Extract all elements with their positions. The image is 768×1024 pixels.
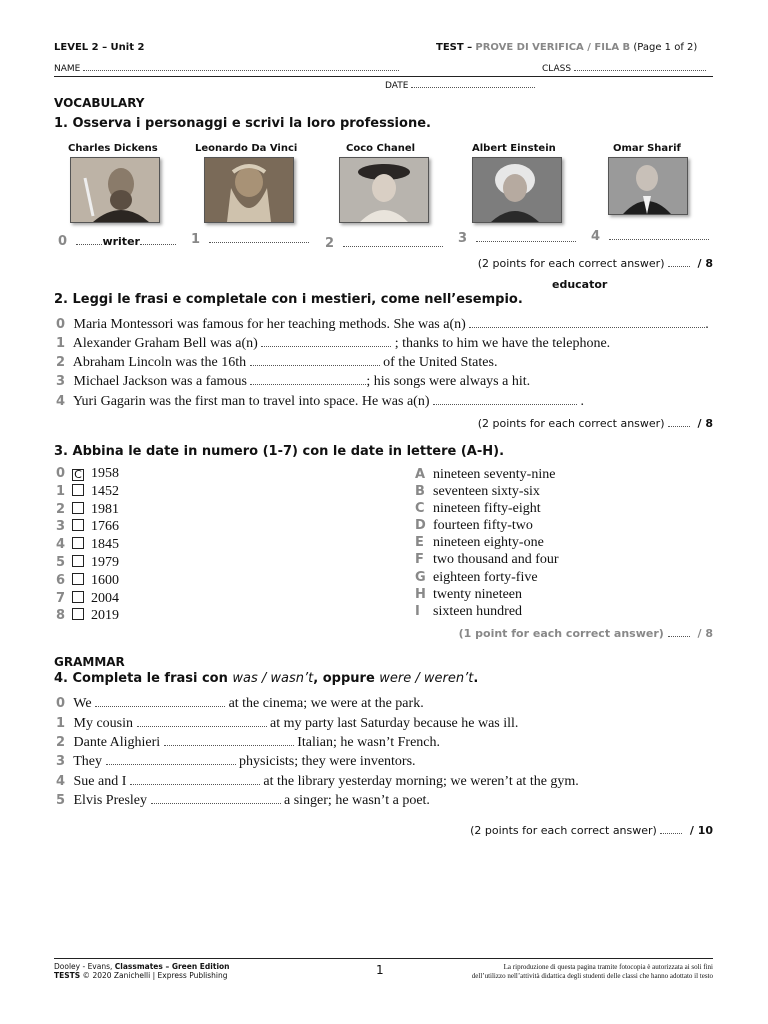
ex2-text-3: Michael Jackson was a famous bbox=[73, 374, 247, 389]
ex4-title-b: was / wasn’t bbox=[232, 671, 314, 686]
ex3-letter: E bbox=[415, 535, 424, 551]
ex3-letter-row bbox=[415, 501, 559, 518]
ex4-title-c: , oppure bbox=[313, 671, 380, 686]
photo-sharif bbox=[608, 157, 688, 215]
ex3-letter-row bbox=[415, 587, 559, 604]
ex4-item-2 bbox=[56, 735, 440, 751]
ex3-number-row bbox=[56, 555, 119, 573]
ex3-letter-row bbox=[415, 467, 559, 484]
ex4-blank-0[interactable] bbox=[95, 696, 225, 707]
name-field[interactable] bbox=[54, 60, 399, 74]
ex2-after-3: ; his songs were always a hit. bbox=[366, 374, 531, 389]
ex4-title bbox=[54, 671, 478, 686]
ex3-year: 1979 bbox=[91, 554, 119, 570]
ex3-score: / 8 bbox=[697, 627, 713, 640]
ex3-letter-row bbox=[415, 518, 559, 535]
ex3-year: 1981 bbox=[91, 501, 119, 517]
ex3-checkbox[interactable] bbox=[72, 502, 84, 514]
ex3-year: 1845 bbox=[91, 537, 119, 553]
ex4-blank-3[interactable] bbox=[106, 754, 236, 765]
ex3-num: 3 bbox=[56, 519, 66, 535]
ex4-text-0: We bbox=[73, 696, 92, 711]
ex2-item-4 bbox=[56, 394, 584, 410]
person-name-dickens: Charles Dickens bbox=[68, 143, 158, 154]
class-label: CLASS bbox=[542, 64, 572, 74]
ex2-text-1: Alexander Graham Bell was a(n) bbox=[72, 336, 258, 351]
person-name-chanel: Coco Chanel bbox=[346, 143, 416, 154]
ex3-checkbox[interactable] bbox=[72, 608, 84, 620]
vocabulary-heading: VOCABULARY bbox=[54, 96, 145, 110]
ex2-blank-3[interactable] bbox=[250, 374, 366, 385]
date-field[interactable] bbox=[385, 77, 535, 91]
ex2-blank-2[interactable] bbox=[250, 355, 380, 366]
ex2-text-4: Yuri Gagarin was the first man to travel into space. He was a(n) bbox=[72, 394, 430, 409]
ex2-after-1: ; thanks to him we have the telephone. bbox=[394, 336, 611, 351]
test-subtitle: PROVE DI VERIFICA / FILA B bbox=[475, 42, 631, 53]
portrait-sharif-image bbox=[609, 158, 687, 214]
portrait-dickens-image bbox=[71, 158, 159, 222]
ex1-points-text: (2 points for each correct answer) bbox=[477, 257, 665, 270]
photo-chanel bbox=[339, 157, 429, 223]
ex3-letter-row bbox=[415, 552, 559, 569]
ex2-after-4: . bbox=[580, 394, 584, 409]
ex3-points-text: (1 point for each correct answer) bbox=[458, 627, 664, 640]
ex1-answer-3[interactable] bbox=[458, 229, 576, 247]
ex2-score: / 8 bbox=[697, 417, 713, 430]
ex3-letter-row bbox=[415, 570, 559, 587]
ex4-item-3 bbox=[56, 754, 416, 770]
ex2-num-2: 2 bbox=[56, 355, 66, 370]
ex2-num-0: 0 bbox=[56, 317, 66, 332]
footer-note-line1: La riproduzione di questa pagina tramite fotocopia è autorizzata ai soli fini bbox=[503, 963, 713, 971]
ex3-year: 1452 bbox=[91, 483, 119, 499]
ex1-num-4: 4 bbox=[591, 229, 601, 244]
person-name-davinci: Leonardo Da Vinci bbox=[195, 143, 298, 154]
ex4-after-1: at my party last Saturday because he was ill. bbox=[270, 716, 519, 731]
ex4-blank-1[interactable] bbox=[137, 716, 267, 727]
portrait-davinci-image bbox=[205, 158, 293, 222]
ex4-points bbox=[470, 823, 713, 837]
ex3-letter-text: nineteen seventy-nine bbox=[433, 467, 556, 482]
ex3-letter-text: eighteen forty-five bbox=[433, 569, 538, 585]
ex2-item-1 bbox=[56, 336, 610, 352]
ex3-letter-text: nineteen fifty-eight bbox=[433, 501, 541, 517]
ex4-after-4: at the library yesterday morning; we weren’t at the gym. bbox=[263, 774, 579, 789]
ex3-letter: B bbox=[415, 484, 425, 500]
ex2-num-4: 4 bbox=[56, 394, 66, 409]
person-name-sharif: Omar Sharif bbox=[613, 143, 681, 154]
portrait-chanel-image bbox=[340, 158, 428, 222]
date-label: DATE bbox=[385, 81, 409, 91]
ex3-number-row bbox=[56, 484, 119, 502]
footer-note bbox=[472, 963, 713, 981]
ex4-blank-5[interactable] bbox=[151, 793, 281, 804]
ex3-letter-row bbox=[415, 535, 559, 552]
ex3-checkbox[interactable] bbox=[72, 484, 84, 496]
ex2-blank-0[interactable] bbox=[469, 317, 705, 328]
ex4-title-a: 4. Completa le frasi con bbox=[54, 671, 233, 686]
portrait-einstein-image bbox=[473, 158, 561, 222]
footer-credits bbox=[54, 962, 230, 980]
footer-rule bbox=[54, 958, 713, 959]
ex4-blank-2[interactable] bbox=[164, 735, 294, 746]
ex4-num-0: 0 bbox=[56, 696, 66, 711]
page-number: 1 bbox=[376, 963, 384, 977]
ex3-year: 2019 bbox=[91, 608, 119, 624]
ex3-letter: I bbox=[415, 603, 420, 619]
ex3-checkbox[interactable]: C bbox=[72, 469, 84, 481]
footer-note-line2: dell’utilizzo nell’attività didattica degli studenti delle classi che hanno adottato il testo bbox=[471, 972, 713, 980]
ex1-num-0: 0 bbox=[58, 234, 68, 249]
ex3-letter-text: twenty nineteen bbox=[433, 586, 523, 602]
ex3-letter: G bbox=[415, 569, 426, 585]
ex1-title: 1. Osserva i personaggi e scrivi la loro professione. bbox=[54, 116, 431, 131]
ex4-after-2: Italian; he wasn’t French. bbox=[297, 735, 441, 750]
ex4-num-2: 2 bbox=[56, 735, 66, 750]
footer-authors: Dooley - Evans, bbox=[54, 962, 115, 971]
ex1-answer-2[interactable] bbox=[325, 234, 443, 252]
ex1-score: / 8 bbox=[697, 257, 713, 270]
ex3-points bbox=[459, 626, 713, 640]
ex3-letter: A bbox=[415, 467, 426, 482]
test-prefix: TEST – bbox=[436, 42, 473, 53]
level-label: LEVEL 2 – Unit 2 bbox=[54, 42, 145, 53]
ex3-num: 7 bbox=[56, 590, 66, 606]
ex4-item-4 bbox=[56, 774, 579, 790]
ex3-year: 1600 bbox=[91, 572, 119, 588]
ex1-answer-4[interactable] bbox=[591, 227, 709, 245]
ex3-letter-row bbox=[415, 484, 559, 501]
page-of: (Page 1 of 2) bbox=[633, 42, 698, 53]
grammar-heading: GRAMMAR bbox=[54, 655, 125, 669]
ex4-blank-4[interactable] bbox=[130, 774, 260, 785]
ex4-text-2: Dante Alighieri bbox=[73, 735, 161, 750]
ex3-letters-list bbox=[415, 467, 559, 621]
ex1-answer-0[interactable] bbox=[58, 232, 176, 250]
ex3-checkbox[interactable] bbox=[72, 573, 84, 585]
ex3-letter: C bbox=[415, 501, 425, 517]
ex3-letter-text: seventeen sixty-six bbox=[433, 484, 540, 500]
ex4-after-3: physicists; they were inventors. bbox=[239, 754, 416, 769]
ex2-points-text: (2 points for each correct answer) bbox=[477, 417, 665, 430]
ex3-number-row bbox=[56, 608, 119, 626]
ex3-letter: D bbox=[415, 518, 426, 534]
name-label: NAME bbox=[54, 64, 81, 74]
ex3-num: 2 bbox=[56, 501, 66, 517]
ex3-checkbox[interactable] bbox=[72, 555, 84, 567]
ex4-num-1: 1 bbox=[56, 716, 66, 731]
ex3-letter-row bbox=[415, 604, 559, 621]
ex1-answer-1[interactable] bbox=[191, 230, 309, 248]
ex2-title: 2. Leggi le frasi e completale con i mestieri, come nell’esempio. bbox=[54, 292, 523, 307]
ex4-after-0: at the cinema; we were at the park. bbox=[228, 696, 424, 711]
ex4-num-3: 3 bbox=[56, 754, 66, 769]
ex3-year: 2004 bbox=[91, 590, 119, 606]
ex2-text-2: Abraham Lincoln was the 16th bbox=[72, 355, 247, 370]
ex2-num-3: 3 bbox=[56, 374, 66, 389]
ex4-item-5 bbox=[56, 793, 430, 809]
ex3-numbers-list bbox=[56, 466, 119, 626]
ex4-title-d: were / weren’t bbox=[379, 671, 474, 686]
ex4-points-text: (2 points for each correct answer) bbox=[470, 824, 657, 837]
photo-dickens bbox=[70, 157, 160, 223]
ex2-after-2: of the United States. bbox=[383, 355, 498, 370]
ex1-num-1: 1 bbox=[191, 232, 201, 247]
ex3-num: 1 bbox=[56, 483, 66, 499]
ex4-text-1: My cousin bbox=[73, 716, 133, 731]
ex3-letter: H bbox=[415, 586, 426, 602]
ex3-num: 4 bbox=[56, 537, 66, 553]
ex1-num-3: 3 bbox=[458, 231, 468, 246]
ex3-number-row bbox=[56, 573, 119, 591]
ex1-num-2: 2 bbox=[325, 236, 335, 251]
ex4-after-5: a singer; he wasn’t a poet. bbox=[284, 793, 430, 808]
ex3-year: 1766 bbox=[91, 519, 119, 535]
ex3-num: 6 bbox=[56, 572, 66, 588]
ex2-text-0: Maria Montessori was famous for her teaching methods. She was a(n) bbox=[73, 317, 466, 332]
footer-tests: TESTS bbox=[54, 971, 81, 980]
ex2-item-0 bbox=[56, 317, 709, 333]
ex3-num: 0 bbox=[56, 466, 66, 481]
ex2-after-0: . bbox=[705, 317, 709, 332]
ex3-letter-text: fourteen fifty-two bbox=[433, 518, 533, 534]
ex4-item-1 bbox=[56, 716, 518, 732]
ex1-points bbox=[478, 256, 713, 270]
ex4-num-5: 5 bbox=[56, 793, 66, 808]
ex3-number-row bbox=[56, 537, 119, 555]
ex3-num: 5 bbox=[56, 554, 66, 570]
ex3-number-row bbox=[56, 502, 119, 520]
ex3-letter-text: sixteen hundred bbox=[433, 603, 523, 619]
ex3-checkbox[interactable] bbox=[72, 591, 84, 603]
person-name-einstein: Albert Einstein bbox=[472, 143, 556, 154]
ex3-letter-text: nineteen eighty-one bbox=[433, 535, 544, 551]
ex4-score: / 10 bbox=[689, 824, 713, 837]
ex2-example-answer: educator bbox=[552, 278, 608, 291]
ex4-num-4: 4 bbox=[56, 774, 66, 789]
ex3-number-row bbox=[56, 591, 119, 609]
footer-book-title: Classmates – Green Edition bbox=[114, 962, 230, 971]
ex2-blank-1[interactable] bbox=[261, 336, 391, 347]
ex2-item-3 bbox=[56, 374, 530, 390]
ex3-checkbox[interactable] bbox=[72, 537, 84, 549]
ex2-num-1: 1 bbox=[56, 336, 66, 351]
ex2-blank-4[interactable] bbox=[433, 394, 577, 405]
ex3-number-row bbox=[56, 466, 119, 484]
ex4-item-0 bbox=[56, 696, 424, 712]
ex3-year: 1958 bbox=[91, 466, 119, 481]
ex4-text-4: Sue and I bbox=[73, 774, 127, 789]
ex2-points bbox=[478, 416, 713, 430]
class-field[interactable] bbox=[542, 60, 706, 74]
footer-copyright: © 2020 Zanichelli | Express Publishing bbox=[80, 971, 228, 980]
ex1-example-answer: writer bbox=[102, 235, 140, 248]
ex4-text-3: They bbox=[73, 754, 103, 769]
ex3-title: 3. Abbina le date in numero (1-7) con le date in lettere (A-H). bbox=[54, 444, 505, 459]
ex4-text-5: Elvis Presley bbox=[73, 793, 147, 808]
photo-davinci bbox=[204, 157, 294, 223]
ex3-checkbox[interactable] bbox=[72, 519, 84, 531]
ex2-item-2 bbox=[56, 355, 497, 371]
test-label bbox=[436, 42, 697, 53]
ex3-number-row bbox=[56, 519, 119, 537]
photo-einstein bbox=[472, 157, 562, 223]
ex3-letter-text: two thousand and four bbox=[433, 552, 559, 568]
ex3-letter: F bbox=[415, 552, 424, 568]
header-rule bbox=[54, 76, 713, 77]
ex3-num: 8 bbox=[56, 608, 66, 624]
ex4-title-e: . bbox=[473, 671, 479, 686]
